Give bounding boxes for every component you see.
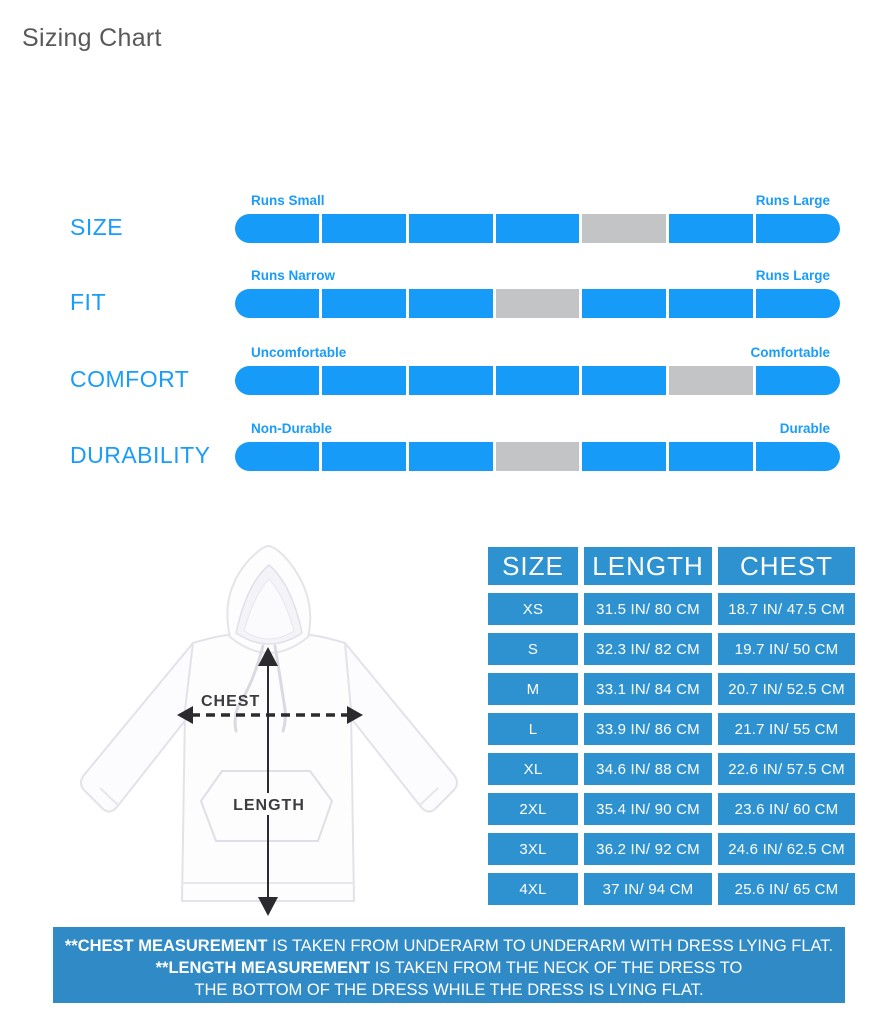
rating-segment: [669, 289, 753, 318]
table-cell: 36.2 IN/ 92 CM: [584, 833, 712, 865]
scale-left-label: Uncomfortable: [251, 345, 347, 360]
rating-segment: [235, 214, 319, 243]
note-bold-text: **LENGTH MEASUREMENT: [155, 958, 371, 977]
rating-segment: [409, 442, 493, 471]
table-cell: 21.7 IN/ 55 CM: [718, 713, 855, 745]
scale-right-label: Runs Large: [755, 193, 830, 208]
scale-left-label: Runs Narrow: [251, 268, 336, 283]
table-cell: 3XL: [488, 833, 578, 865]
rating-segment: [582, 289, 666, 318]
rating-name-label: COMFORT: [70, 366, 190, 392]
table-cell: 33.1 IN/ 84 CM: [584, 673, 712, 705]
rating-segment: [409, 366, 493, 395]
table-cell: 35.4 IN/ 90 CM: [584, 793, 712, 825]
table-cell: 19.7 IN/ 50 CM: [718, 633, 855, 665]
hoodie-right-sleeve: [345, 643, 457, 812]
page-title: Sizing Chart: [22, 24, 162, 52]
rating-segment-marker: [496, 442, 580, 471]
rating-segment: [322, 366, 406, 395]
scale-endpoint-labels: [235, 421, 840, 436]
length-arrow-label: LENGTH: [233, 797, 305, 814]
rating-scale-bar: [235, 442, 840, 471]
table-cell: 34.6 IN/ 88 CM: [584, 753, 712, 785]
rating-segment: [582, 442, 666, 471]
rating-segment: [235, 289, 319, 318]
table-cell: 33.9 IN/ 86 CM: [584, 713, 712, 745]
rating-segment: [235, 366, 319, 395]
rating-scale-bar: [235, 214, 840, 243]
rating-row-comfort: [0, 345, 887, 401]
note-text: IS TAKEN FROM THE NECK OF THE DRESS TO: [370, 958, 743, 977]
table-cell: XS: [488, 593, 578, 625]
rating-segment: [322, 442, 406, 471]
rating-scale-area: [235, 345, 840, 395]
table-cell: 31.5 IN/ 80 CM: [584, 593, 712, 625]
rating-scale-bar: [235, 366, 840, 395]
rating-segment: [669, 214, 753, 243]
rating-name-label: SIZE: [70, 214, 124, 240]
size-table: [488, 547, 855, 905]
rating-segment: [496, 366, 580, 395]
rating-name-label: DURABILITY: [70, 442, 211, 468]
rating-scale-bar: [235, 289, 840, 318]
note-text: THE BOTTOM OF THE DRESS WHILE THE DRESS IS LYING FLAT.: [194, 980, 704, 999]
rating-segment-marker: [669, 366, 753, 395]
table-cell: 24.6 IN/ 62.5 CM: [718, 833, 855, 865]
rating-segment: [756, 366, 840, 395]
note-line: [53, 958, 845, 980]
table-cell: 37 IN/ 94 CM: [584, 873, 712, 905]
note-text: IS TAKEN FROM UNDERARM TO UNDERARM WITH DRESS LYING FLAT.: [267, 937, 834, 955]
table-cell: 4XL: [488, 873, 578, 905]
note-bold-text: **CHEST MEASUREMENT: [64, 937, 268, 955]
rating-segment: [409, 289, 493, 318]
rating-segment-marker: [496, 289, 580, 318]
scale-endpoint-labels: [235, 345, 840, 360]
rating-segment: [496, 214, 580, 243]
scale-left-label: Runs Small: [251, 193, 325, 208]
rating-scale-area: [235, 268, 840, 318]
note-line: [53, 936, 845, 958]
scale-right-label: Durable: [779, 421, 830, 436]
table-cell: XL: [488, 753, 578, 785]
rating-row-durability: [0, 421, 887, 477]
table-cell: M: [488, 673, 578, 705]
rating-segment: [756, 214, 840, 243]
rating-segment: [756, 289, 840, 318]
rating-scale-area: [235, 193, 840, 243]
rating-segment: [756, 442, 840, 471]
note-line: [53, 980, 845, 1002]
scale-right-label: Comfortable: [750, 345, 830, 360]
rating-segment: [409, 214, 493, 243]
table-cell: L: [488, 713, 578, 745]
table-cell: 18.7 IN/ 47.5 CM: [718, 593, 855, 625]
table-header-cell: LENGTH: [584, 547, 712, 585]
table-cell: S: [488, 633, 578, 665]
scale-right-label: Runs Large: [755, 268, 830, 283]
table-cell: 22.6 IN/ 57.5 CM: [718, 753, 855, 785]
chest-arrow-label: CHEST: [201, 693, 261, 710]
measurement-note: [53, 927, 845, 1003]
scale-endpoint-labels: [235, 193, 840, 208]
rating-segment: [235, 442, 319, 471]
scale-endpoint-labels: [235, 268, 840, 283]
rating-row-size: [0, 193, 887, 249]
rating-segment-marker: [582, 214, 666, 243]
table-header-cell: CHEST: [718, 547, 855, 585]
rating-scale-area: [235, 421, 840, 471]
hoodie-diagram: [70, 543, 475, 928]
table-cell: 32.3 IN/ 82 CM: [584, 633, 712, 665]
rating-segment: [669, 442, 753, 471]
rating-segment: [322, 289, 406, 318]
hoodie-graphic: [70, 543, 475, 928]
table-cell: 25.6 IN/ 65 CM: [718, 873, 855, 905]
rating-name-label: FIT: [70, 289, 106, 315]
table-header-cell: SIZE: [488, 547, 578, 585]
table-cell: 23.6 IN/ 60 CM: [718, 793, 855, 825]
hoodie-left-sleeve: [81, 643, 193, 812]
rating-segment: [322, 214, 406, 243]
table-cell: 2XL: [488, 793, 578, 825]
scale-left-label: Non-Durable: [251, 421, 332, 436]
rating-segment: [582, 366, 666, 395]
table-cell: 20.7 IN/ 52.5 CM: [718, 673, 855, 705]
rating-row-fit: [0, 268, 887, 324]
